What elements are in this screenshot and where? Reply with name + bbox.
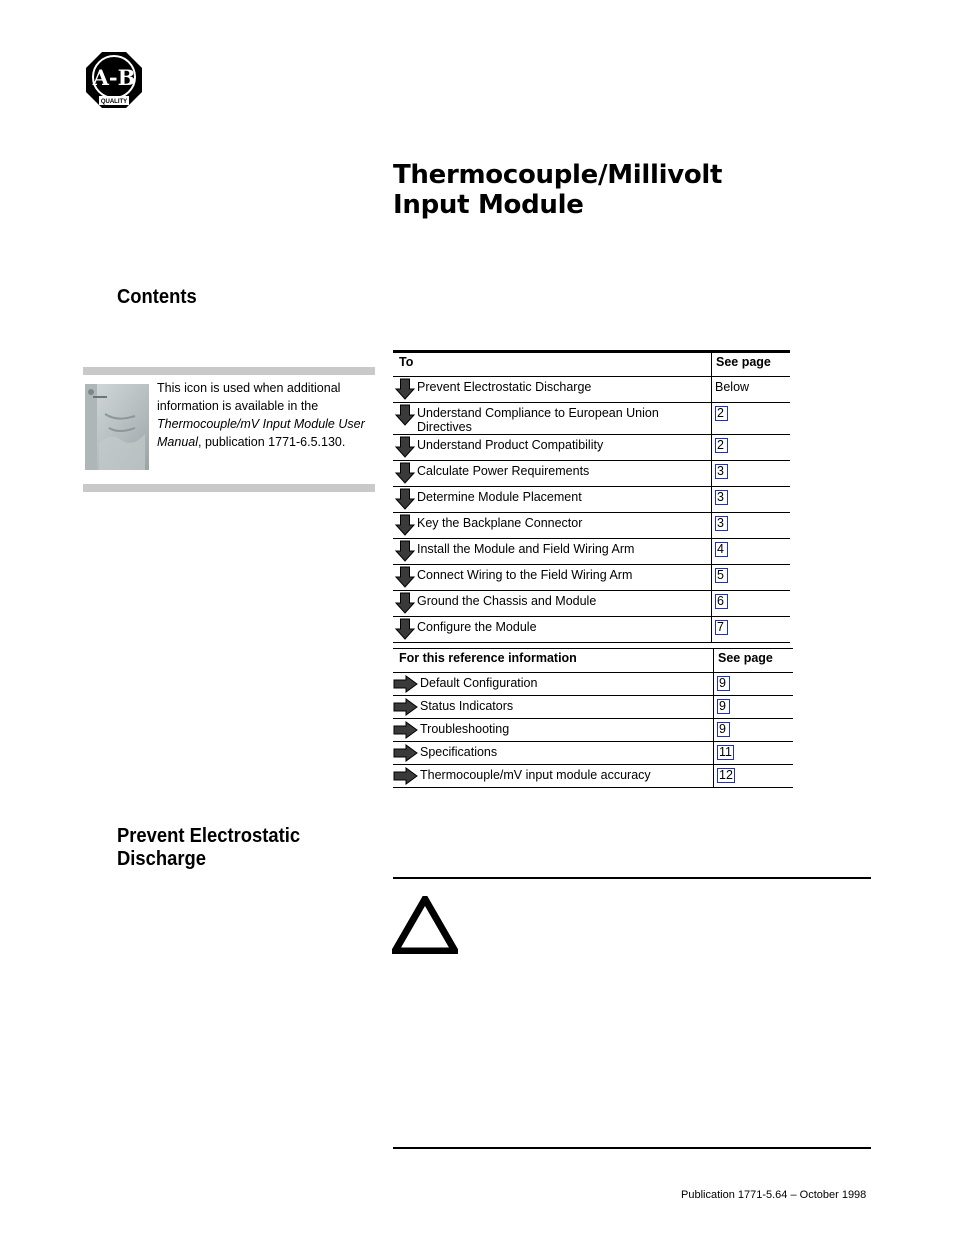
reference-header-info: For this reference information: [393, 649, 714, 673]
reference-row: [393, 742, 793, 765]
logo-tagline: QUALITY: [100, 99, 128, 105]
task-row: [393, 461, 790, 487]
page-link[interactable]: 9: [717, 699, 730, 714]
down-arrow-icon: [393, 487, 417, 511]
down-arrow-icon: [393, 461, 417, 485]
tasks-header-page: See page: [712, 352, 791, 377]
page-link[interactable]: 9: [717, 722, 730, 737]
reference-table-header: [393, 649, 793, 673]
tasks-table: [393, 350, 790, 643]
esd-heading: [117, 825, 338, 871]
task-row: [393, 487, 790, 513]
user-manual-icon: [85, 384, 149, 470]
note-text-b: , publication 1771-6.5.130.: [198, 435, 346, 449]
task-label: Calculate Power Requirements: [417, 464, 590, 478]
reference-label: Thermocouple/mV input module accuracy: [420, 768, 651, 782]
note-divider-top: [83, 367, 375, 375]
esd-heading-line2: Discharge: [117, 848, 206, 870]
task-row: [393, 377, 790, 403]
task-label: Determine Module Placement: [417, 490, 582, 504]
down-arrow-icon: [393, 435, 417, 459]
reference-row: [393, 765, 793, 788]
reference-row: [393, 719, 793, 742]
tasks-table-header: [393, 352, 790, 377]
page-link[interactable]: 3: [715, 516, 728, 531]
reference-row: [393, 673, 793, 696]
esd-heading-line1: Prevent Electrostatic: [117, 825, 301, 847]
task-label: Key the Backplane Connector: [417, 516, 583, 530]
logo-brand: A-B: [92, 65, 136, 90]
task-label: Prevent Electrostatic Discharge: [417, 380, 592, 394]
task-label: Connect Wiring to the Field Wiring Arm: [417, 568, 633, 582]
reference-label: Troubleshooting: [420, 722, 510, 736]
page-link[interactable]: 3: [715, 490, 728, 505]
page-link[interactable]: 3: [715, 464, 728, 479]
note-text: [157, 379, 372, 451]
tasks-header-to: To: [393, 352, 712, 377]
right-arrow-icon: [393, 765, 420, 787]
task-row: [393, 435, 790, 461]
note-text-a: This icon is used when additional information is available in the: [157, 381, 341, 413]
down-arrow-icon: [393, 539, 417, 563]
task-row: [393, 513, 790, 539]
note-manual-title: Thermocouple/mV Input Module User Manual: [157, 417, 365, 449]
task-row: [393, 565, 790, 591]
reference-label: Specifications: [420, 745, 498, 759]
down-arrow-icon: [393, 403, 417, 427]
page-link[interactable]: 11: [719, 745, 732, 759]
down-arrow-icon: [393, 513, 417, 537]
reference-row: [393, 696, 793, 719]
caution-rule-bottom: [393, 1147, 871, 1149]
task-label: Understand Product Compatibility: [417, 438, 604, 452]
page-title: [393, 160, 873, 220]
page-link[interactable]: 6: [715, 594, 728, 609]
page-reference: Below: [715, 380, 750, 394]
allen-bradley-logo: [86, 52, 142, 108]
page-link[interactable]: 2: [715, 438, 728, 453]
right-arrow-icon: [393, 673, 420, 695]
page-link[interactable]: 4: [715, 542, 728, 557]
reference-label: Status Indicators: [420, 699, 514, 713]
reference-table: [393, 648, 793, 788]
contents-heading: Contents: [117, 286, 197, 308]
task-label: Configure the Module: [417, 620, 537, 634]
page-title-line1: Thermocouple/Millivolt: [393, 160, 723, 190]
page-link[interactable]: 5: [715, 568, 728, 583]
down-arrow-icon: [393, 377, 417, 401]
reference-header-page: See page: [714, 649, 794, 673]
right-arrow-icon: [393, 742, 420, 764]
page-link[interactable]: 12: [719, 768, 733, 782]
page-link[interactable]: 9: [717, 676, 730, 691]
task-label: Install the Module and Field Wiring Arm: [417, 542, 635, 556]
right-arrow-icon: [393, 696, 420, 718]
down-arrow-icon: [393, 565, 417, 589]
reference-label: Default Configuration: [420, 676, 538, 690]
down-arrow-icon: [393, 617, 417, 641]
task-row: [393, 617, 790, 643]
task-row: [393, 539, 790, 565]
task-row: [393, 591, 790, 617]
page-link[interactable]: 2: [715, 406, 728, 421]
task-label: Ground the Chassis and Module: [417, 594, 597, 608]
page-title-line2: Input Module: [393, 190, 584, 220]
task-row: [393, 403, 790, 435]
page-link[interactable]: 7: [715, 620, 728, 635]
right-arrow-icon: [393, 719, 420, 741]
down-arrow-icon: [393, 591, 417, 615]
caution-rule-top: [393, 877, 871, 879]
note-divider-bottom: [83, 484, 375, 492]
publication-footer: Publication 1771-5.64 – October 1998: [681, 1189, 867, 1201]
warning-triangle-icon: [392, 896, 458, 954]
task-label: Understand Compliance to European Union Directives: [417, 406, 659, 434]
